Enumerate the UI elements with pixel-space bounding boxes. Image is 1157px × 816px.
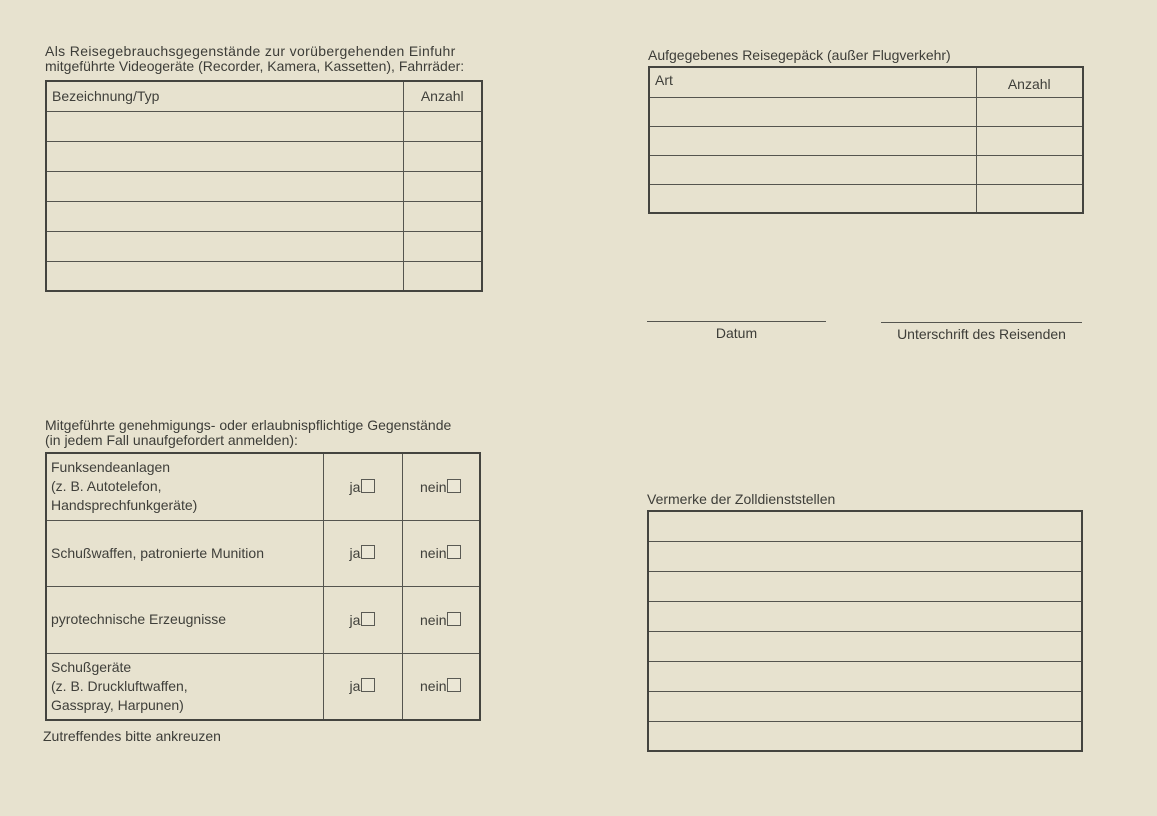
quantity-cell[interactable]	[403, 111, 482, 141]
quantity-cell[interactable]	[976, 97, 1083, 126]
no-option[interactable]	[402, 586, 480, 653]
table-row	[648, 721, 1082, 751]
item-firearms	[46, 520, 323, 586]
table-row	[46, 520, 480, 586]
yes-label: ja	[349, 611, 361, 628]
item-line: Funksendeanlagen	[51, 459, 171, 476]
luggage-section-caption: Aufgegebenes Reisegepäck (außer Flugverkehr)	[648, 47, 951, 63]
no-checkbox[interactable]	[447, 612, 461, 626]
item-firing-devices	[46, 653, 323, 720]
date-line[interactable]	[647, 321, 826, 322]
no-label: nein	[420, 478, 447, 495]
table-row	[648, 571, 1082, 601]
yes-checkbox[interactable]	[361, 479, 375, 493]
no-option[interactable]	[402, 453, 480, 520]
date-label: Datum	[715, 325, 758, 341]
table-row	[649, 184, 1083, 213]
customs-notes-caption: Vermerke der Zolldienststellen	[647, 491, 836, 507]
customs-notes-table	[647, 510, 1083, 752]
column-header-type: Art	[649, 67, 976, 97]
table-row	[649, 155, 1083, 184]
table-row	[46, 261, 482, 291]
yes-label: ja	[349, 678, 361, 695]
quantity-cell[interactable]	[976, 126, 1083, 155]
yes-checkbox[interactable]	[361, 545, 375, 559]
yes-option[interactable]	[323, 653, 402, 720]
description-cell[interactable]	[46, 201, 403, 231]
table-row	[46, 111, 482, 141]
description-cell[interactable]	[46, 261, 403, 291]
table-row	[649, 97, 1083, 126]
yes-label: ja	[349, 478, 361, 495]
no-option[interactable]	[402, 653, 480, 720]
table-row	[46, 586, 480, 653]
yes-option[interactable]	[323, 520, 402, 586]
table-row	[648, 631, 1082, 661]
table-row	[649, 126, 1083, 155]
table-row	[648, 661, 1082, 691]
table-row	[648, 511, 1082, 541]
video-caption-line-1: Als Reisegebrauchsgegenstände zur vorübergehenden Einfuhr	[45, 43, 456, 59]
notes-line[interactable]	[648, 631, 1082, 661]
no-label: nein	[420, 611, 447, 628]
item-line: Schußwaffen, patronierte Munition	[51, 544, 264, 561]
table-header-row	[649, 67, 1083, 97]
no-option[interactable]	[402, 520, 480, 586]
type-cell[interactable]	[649, 184, 976, 213]
notes-line[interactable]	[648, 601, 1082, 631]
quantity-cell[interactable]	[403, 261, 482, 291]
video-section-caption	[45, 44, 483, 74]
yes-checkbox[interactable]	[361, 612, 375, 626]
quantity-cell[interactable]	[403, 141, 482, 171]
no-checkbox[interactable]	[447, 678, 461, 692]
quantity-cell[interactable]	[976, 155, 1083, 184]
description-cell[interactable]	[46, 231, 403, 261]
notes-line[interactable]	[648, 541, 1082, 571]
yes-label: ja	[349, 545, 361, 561]
signature-label: Unterschrift des Reisenden	[897, 326, 1066, 342]
notes-line[interactable]	[648, 511, 1082, 541]
column-header-quantity: Anzahl	[976, 67, 1083, 97]
video-caption-line-2: mitgeführte Videogeräte (Recorder, Kamera, Kassetten), Fahrräder:	[45, 58, 465, 74]
type-cell[interactable]	[649, 97, 976, 126]
table-row	[648, 601, 1082, 631]
item-line: (z. B. Druckluftwaffen,	[51, 677, 188, 694]
item-line: (z. B. Autotelefon,	[51, 478, 162, 495]
video-devices-table	[45, 80, 483, 292]
type-cell[interactable]	[649, 155, 976, 184]
no-label: nein	[420, 678, 447, 695]
notes-line[interactable]	[648, 571, 1082, 601]
item-line: Gasspray, Harpunen)	[51, 696, 184, 713]
table-row	[46, 231, 482, 261]
item-line: Handsprechfunkgeräte)	[51, 497, 198, 514]
yes-option[interactable]	[323, 453, 402, 520]
no-checkbox[interactable]	[447, 479, 461, 493]
quantity-cell[interactable]	[976, 184, 1083, 213]
yes-checkbox[interactable]	[361, 678, 375, 692]
no-checkbox[interactable]	[447, 545, 461, 559]
quantity-cell[interactable]	[403, 231, 482, 261]
table-row	[648, 691, 1082, 721]
notes-line[interactable]	[648, 691, 1082, 721]
permit-section-caption	[45, 418, 485, 448]
notes-line[interactable]	[648, 721, 1082, 751]
notes-line[interactable]	[648, 661, 1082, 691]
item-line: Schußgeräte	[51, 658, 132, 675]
column-header-quantity: Anzahl	[403, 81, 482, 111]
table-row	[46, 201, 482, 231]
table-row	[648, 541, 1082, 571]
quantity-cell[interactable]	[403, 171, 482, 201]
item-pyrotechnics	[46, 586, 323, 653]
footnote-check-applicable: Zutreffendes bitte ankreuzen	[43, 728, 221, 744]
table-row	[46, 453, 480, 520]
permit-caption-line-1: Mitgeführte genehmigungs- oder erlaubnispflichtige Gegenstände	[45, 417, 452, 433]
item-radio-transmitters	[46, 453, 323, 520]
no-label: nein	[420, 545, 447, 561]
description-cell[interactable]	[46, 111, 403, 141]
yes-option[interactable]	[323, 586, 402, 653]
permit-caption-line-2: (in jedem Fall unaufgefordert anmelden):	[45, 432, 298, 448]
signature-line[interactable]	[881, 322, 1082, 323]
table-row	[46, 653, 480, 720]
permit-items-table	[45, 452, 481, 721]
luggage-table	[648, 66, 1084, 214]
column-header-description: Bezeichnung/Typ	[46, 81, 403, 111]
table-row	[46, 171, 482, 201]
type-cell[interactable]	[649, 126, 976, 155]
item-line: pyrotechnische Erzeugnisse	[51, 611, 227, 627]
table-header-row	[46, 81, 482, 111]
description-cell[interactable]	[46, 171, 403, 201]
quantity-cell[interactable]	[403, 201, 482, 231]
description-cell[interactable]	[46, 141, 403, 171]
table-row	[46, 141, 482, 171]
